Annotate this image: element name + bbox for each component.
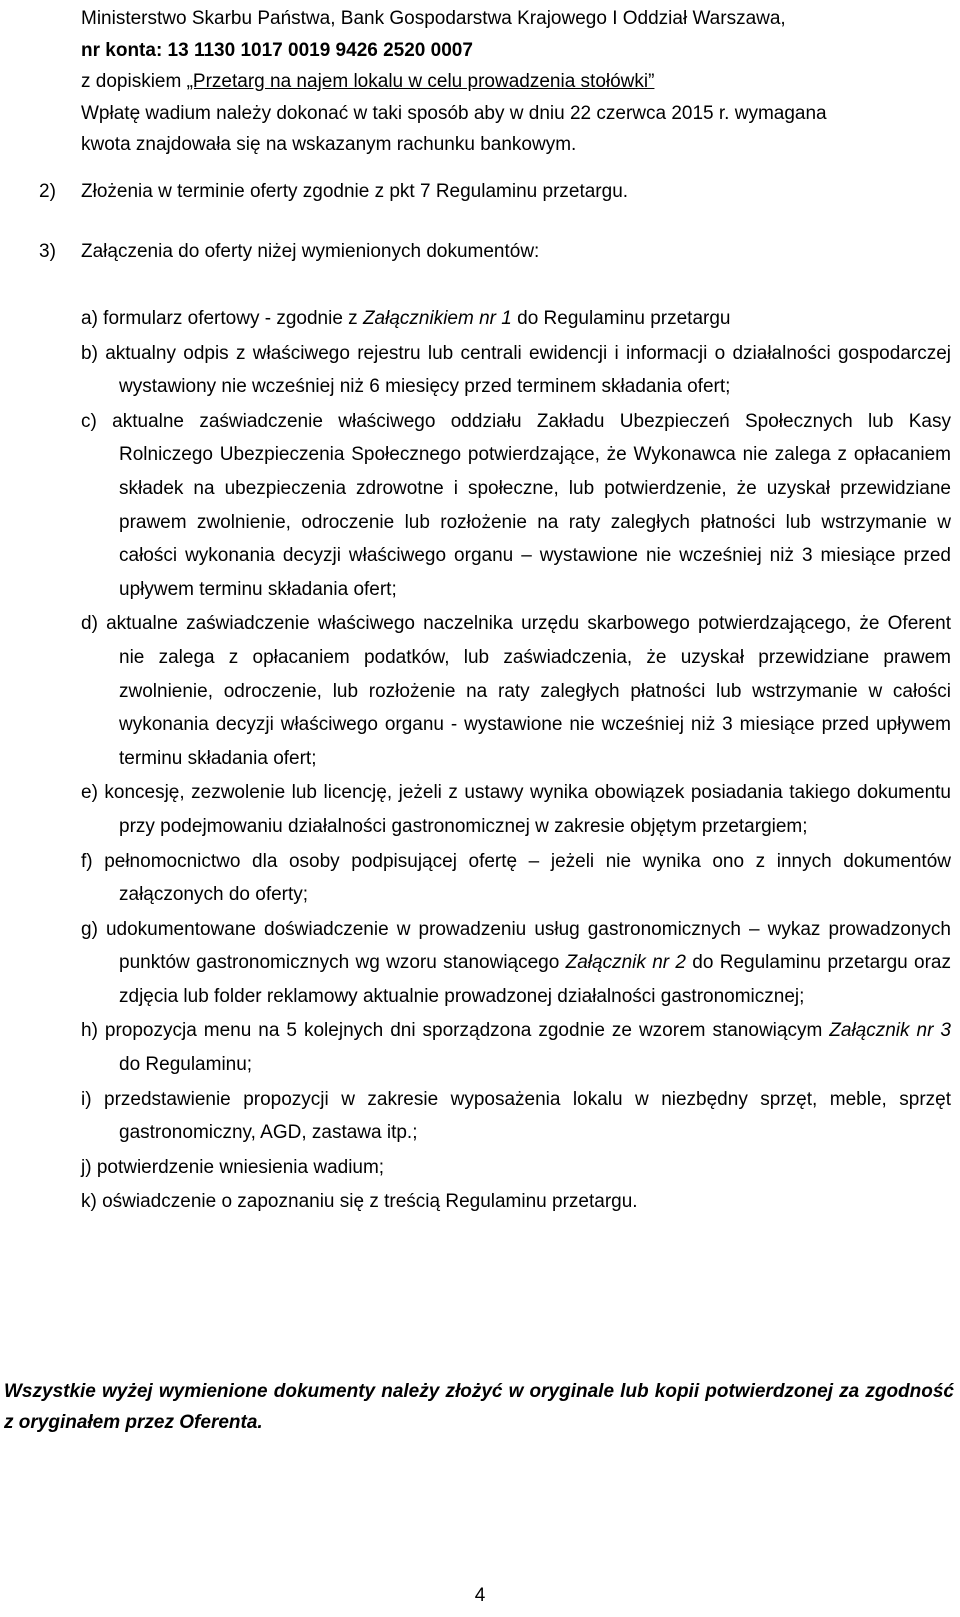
list-item-h: h) propozycja menu na 5 kolejnych dni sporządzona zgodnie ze wzorem stanowiącym Załącznik nr 3 do Regulaminu; <box>81 1020 951 1076</box>
point-2 <box>39 181 628 203</box>
point-text: Załączenia do oferty niżej wymienionych dokumentów: <box>81 241 540 262</box>
page-number: 4 <box>474 1585 486 1606</box>
payment-details <box>81 3 951 161</box>
list-item-i: i) przedstawienie propozycji w zakresie wyposażenia lokalu w niezbędny sprzęt, meble, sprzęt gastronomiczny, AGD, zastawa itp.; <box>81 1088 951 1144</box>
point-3 <box>39 241 539 263</box>
attachment-ref: Załącznikiem nr 1 <box>362 308 512 329</box>
list-item-g: g) udokumentowane doświadczenie w prowadzeniu usług gastronomicznych – wykaz prowadzonych punktów gastronomicznych wg wzoru stanowiącego Załącznik nr 2 do Regulaminu przetargu oraz zdjęcia lub folder reklamowy aktualnie prowadzonej działalności gastronomicznej; <box>81 918 951 1007</box>
annotation-prefix: z dopiskiem <box>81 71 187 92</box>
list-item-k: k) oświadczenie o zapoznaniu się z treścią Regulaminu przetargu. <box>81 1191 638 1213</box>
list-item-a: a) formularz ofertowy - zgodnie z Załącznikiem nr 1 do Regulaminu przetargu <box>81 308 731 329</box>
account-number: nr konta: 13 1130 1017 0019 9426 2520 0007 <box>81 39 473 61</box>
list-item-c: c) aktualne zaświadczenie właściwego oddziału Zakładu Ubezpieczeń Społecznych lub Kasy Rolniczego Ubezpieczenia Społecznego potwierdzające, że Wykonawca nie zalega z opłacaniem składek na ubezpieczenia zdrowotne i społeczne, lub potwierdzenie, że uzyskał przewidziane prawem zwolnienie, odroczenie lub rozłożenie na raty zaległych płatności lub wstrzymanie w całości wykonania decyzji właściwego organu – wystawione nie wcześniej niż 3 miesiące przed upływem terminu składania ofert; <box>81 410 951 600</box>
list-item-b: b) aktualny odpis z właściwego rejestru lub centrali ewidencji i informacji o działalności gospodarczej wystawiony nie wcześniej niż 6 miesięcy przed terminem składania ofert; <box>81 342 951 398</box>
point-number: 3) <box>39 241 56 262</box>
point-text: Złożenia w terminie oferty zgodnie z pkt 7 Regulaminu przetargu. <box>81 181 629 202</box>
documents-list <box>81 302 951 1220</box>
list-item-f: f) pełnomocnictwo dla osoby podpisującej ofertę – jeżeli nie wynika ono z innych dokumentów załączonych do oferty; <box>81 850 951 906</box>
list-item-j: j) potwierdzenie wniesienia wadium; <box>81 1156 385 1178</box>
deposit-line-2: kwota znajdowała się na wskazanym rachunku bankowym. <box>81 134 577 155</box>
deposit-line-1: Wpłatę wadium należy dokonać w taki sposób aby w dniu 22 czerwca 2015 r. wymagana <box>81 102 827 124</box>
list-item-e: e) koncesję, zezwolenie lub licencję, jeżeli z ustawy wynika obowiązek posiadania takiego dokumentu przy podejmowaniu działalności gastronomicznej w zakresie objętym przetargiem; <box>81 782 951 837</box>
annotation-line <box>81 66 951 98</box>
attachment-ref: Załącznik nr 3 <box>829 1020 951 1042</box>
list-item-d: d) aktualne zaświadczenie właściwego naczelnika urzędu skarbowego potwierdzającego, że Oferent nie zalega z opłacaniem podatków, lub zaświadczenia, że uzyskał przewidziane prawem zwolnienie, odroczenie, lub rozłożenie na raty zaległych płatności lub wstrzymanie w całości wykonania decyzji właściwego organu - wystawione nie wcześniej niż 3 miesiące przed upływem terminu składania ofert; <box>81 613 951 769</box>
annotation-title: „Przetarg na najem lokalu w celu prowadzenia stołówki” <box>186 71 655 92</box>
bank-line: Ministerstwo Skarbu Państwa, Bank Gospodarstwa Krajowego I Oddział Warszawa, <box>81 8 786 29</box>
closing-note: Wszystkie wyżej wymienione dokumenty należy złożyć w oryginale lub kopii potwierdzonej za zgodność z oryginałem przez Oferenta. <box>4 1381 954 1433</box>
attachment-ref: Załącznik nr 2 <box>565 952 686 974</box>
point-number: 2) <box>39 181 56 202</box>
